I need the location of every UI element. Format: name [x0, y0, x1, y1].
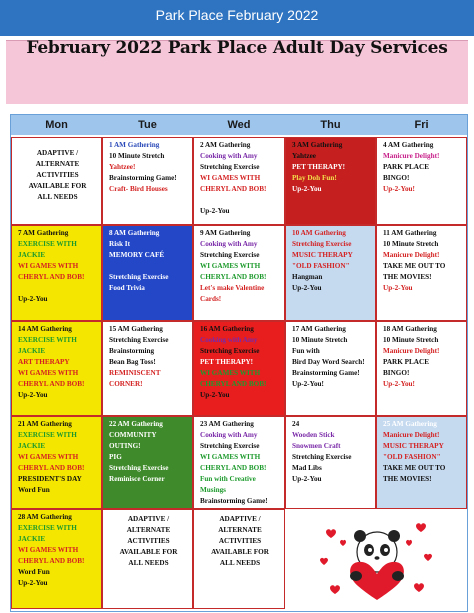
cell-activity-line: Food Trivia: [109, 284, 145, 292]
cell-activity-line: Yahtzee!: [109, 163, 136, 171]
day-header-fri: Fri: [376, 115, 467, 135]
panda-heart-illustration: [318, 520, 436, 610]
cell-activity-line: CHERYL AND BOB!: [18, 380, 85, 388]
cell-activity-line: Up-2-You: [292, 185, 322, 193]
cell-activity-line: MEMORY CAFÉ: [109, 251, 165, 259]
cell-activity-line: Up-2-You: [18, 391, 48, 399]
cell-activity-line: WI GAMES WITH: [18, 546, 79, 554]
cell-activity-line: WI GAMES WITH: [18, 369, 79, 377]
cell-activity-line: EXERCISE WITH: [18, 431, 77, 439]
cell-activity-line: EXERCISE WITH: [18, 524, 77, 532]
cell-activity-line: Cards!: [200, 295, 222, 303]
cell-activity-line: ART THERAPY: [18, 358, 70, 366]
cell-activity-line: Craft- Bird Houses: [109, 185, 168, 193]
cell-activity-line: COMMUNITY: [109, 431, 157, 439]
cell-activity-line: Up-2-You: [18, 295, 48, 303]
cell-activity-line: BINGO!: [383, 369, 410, 377]
calendar-day-cell: [11, 416, 102, 509]
day-header-tue: Tue: [102, 115, 193, 135]
cell-activity-line: Manicure Delight!: [383, 431, 440, 439]
cell-activity-line: JACKIE: [18, 535, 46, 543]
cell-activity-line: Stretching Exercise: [200, 347, 260, 355]
cell-activity-line: THE MOVIES!: [383, 475, 432, 483]
day-header-thu: Thu: [285, 115, 376, 135]
cell-activity-line: 24: [292, 420, 300, 428]
cell-activity-line: Manicure Delight!: [383, 251, 440, 259]
cell-activity-line: ALL NEEDS: [128, 559, 169, 567]
cell-activity-line: Up-2-You: [18, 579, 48, 587]
cell-activity-line: 25 AM Gathering: [383, 420, 437, 428]
cell-activity-line: Wooden Stick: [292, 431, 335, 439]
cell-activity-line: Musings: [200, 486, 226, 494]
cell-activity-line: Up-2-You!: [383, 185, 415, 193]
cell-activity-line: TAKE ME OUT TO: [383, 464, 446, 472]
calendar-day-cell: [193, 416, 285, 509]
calendar-day-cell: [285, 321, 376, 416]
cell-activity-line: Cooking with Amy: [200, 152, 258, 160]
cell-activity-line: Brainstorming Game!: [109, 174, 177, 182]
calendar-day-cell: [11, 321, 102, 416]
cell-activity-line: Up-2-You!: [383, 380, 415, 388]
cell-activity-line: CHERYL AND BOB!: [200, 380, 267, 388]
cell-activity-line: 21 AM Gathering: [18, 420, 72, 428]
cell-activity-line: 23 AM Gathering: [200, 420, 254, 428]
day-header-mon: Mon: [11, 115, 102, 135]
cell-activity-line: 7 AM Gathering: [18, 229, 69, 237]
cell-activity-line: Cooking with Amy: [200, 240, 258, 248]
cell-activity-line: WI GAMES WITH: [200, 453, 261, 461]
cell-activity-line: Up-2-You!: [292, 380, 324, 388]
cell-activity-line: Cooking with Amy: [200, 336, 258, 344]
cell-activity-line: EXERCISE WITH: [18, 336, 77, 344]
calendar-day-cell: [376, 137, 467, 225]
cell-activity-line: AVAILABLE FOR: [119, 548, 178, 556]
calendar-day-cell: [193, 225, 285, 321]
cell-activity-line: Brainstorming Game!: [292, 369, 360, 377]
cell-activity-line: MUSIC THERAPY: [292, 251, 353, 259]
cell-activity-line: 4 AM Gathering: [383, 141, 434, 149]
cell-activity-line: 3 AM Gathering: [292, 141, 343, 149]
day-header-wed: Wed: [193, 115, 285, 135]
cell-activity-line: ADAPTIVE /: [36, 149, 79, 157]
cell-activity-line: Manicure Delight!: [383, 347, 440, 355]
cell-activity-line: JACKIE: [18, 347, 46, 355]
cell-activity-line: "OLD FASHION": [383, 453, 441, 461]
cell-activity-line: 8 AM Gathering: [109, 229, 160, 237]
cell-activity-line: MUSIC THERAPY: [383, 442, 444, 450]
cell-activity-line: CHERYL AND BOB!: [18, 557, 85, 565]
cell-activity-line: ADAPTIVE /: [219, 515, 261, 523]
cell-activity-line: JACKIE: [18, 251, 46, 259]
calendar-day-cell: [376, 225, 467, 321]
cell-activity-line: "OLD FASHION": [292, 262, 350, 270]
cell-activity-line: TAKE ME OUT TO: [383, 262, 446, 270]
cell-activity-line: 15 AM Gathering: [109, 325, 163, 333]
cell-activity-line: [200, 195, 280, 206]
cell-activity-line: Reminisce Corner: [109, 475, 165, 483]
cell-activity-line: CHERYL AND BOB!: [18, 464, 85, 472]
cell-activity-line: 10 Minute Stretch: [109, 152, 165, 160]
cell-activity-line: CHERYL AND BOB!: [200, 464, 267, 472]
cell-activity-line: WI GAMES WITH: [200, 262, 261, 270]
page-title: Park Place February 2022: [155, 7, 319, 23]
cell-activity-line: CHERYL AND BOB!: [200, 185, 267, 193]
cell-activity-line: CHERYL AND BOB!: [200, 273, 267, 281]
cell-activity-line: 10 Minute Stretch: [383, 240, 439, 248]
cell-activity-line: Stretching Exercise: [200, 251, 260, 259]
calendar-day-cell: [102, 509, 193, 609]
cell-activity-line: Cooking with Amy: [200, 431, 258, 439]
calendar-day-cell: [285, 137, 376, 225]
cell-activity-line: ALTERNATE: [35, 160, 80, 168]
cell-activity-line: Bean Bag Toss!: [109, 358, 156, 366]
calendar-day-cell: [102, 225, 193, 321]
cell-activity-line: PET THERAPY!: [200, 358, 254, 366]
calendar-day-cell: [102, 137, 193, 225]
cell-activity-line: PRESIDENT'S DAY: [18, 475, 82, 483]
cell-activity-line: PARK PLACE: [383, 163, 429, 171]
cell-activity-line: Yahtzee: [292, 152, 316, 160]
cell-activity-line: 10 Minute Stretch: [383, 336, 439, 344]
cell-activity-line: 10 AM Gathering: [292, 229, 346, 237]
calendar-title: February 2022 Park Place Adult Day Services: [26, 38, 448, 58]
cell-activity-line: CHERYL AND BOB!: [18, 273, 85, 281]
calendar-day-cell: [102, 416, 193, 509]
calendar-day-cell: [376, 321, 467, 416]
cell-activity-line: WI GAMES WITH: [200, 369, 261, 377]
cell-activity-line: Let's make Valentine: [200, 284, 265, 292]
cell-activity-line: 2 AM Gathering: [200, 141, 251, 149]
calendar-day-cell: [193, 509, 285, 609]
cell-activity-line: JACKIE: [18, 442, 46, 450]
cell-activity-line: PIG: [109, 453, 122, 461]
cell-activity-line: AVAILABLE FOR: [211, 548, 269, 556]
cell-activity-line: [109, 261, 188, 272]
calendar-day-cell: [11, 225, 102, 321]
cell-activity-line: Hangman: [292, 273, 323, 281]
cell-activity-line: 18 AM Gathering: [383, 325, 437, 333]
cell-activity-line: EXERCISE WITH: [18, 240, 77, 248]
cell-activity-line: Mad Libs: [292, 464, 322, 472]
cell-activity-line: 22 AM Gathering: [109, 420, 163, 428]
cell-activity-line: Risk It: [109, 240, 130, 248]
cell-activity-line: ALL NEEDS: [219, 559, 261, 567]
cell-activity-line: 11 AM Gathering: [383, 229, 437, 237]
cell-activity-line: Stretching Exercise: [109, 336, 169, 344]
cell-activity-line: Word Fun: [18, 486, 50, 494]
cell-activity-line: 1 AM Gathering: [109, 141, 160, 149]
cell-activity-line: Up-2-You: [292, 284, 322, 292]
cell-activity-line: Play Doh Fun!: [292, 174, 337, 182]
cell-activity-line: 9 AM Gathering: [200, 229, 251, 237]
cell-activity-line: Up-2-You: [200, 207, 230, 215]
cell-activity-line: Brainstorming: [109, 347, 155, 355]
top-title-bar: [0, 0, 474, 36]
cell-activity-line: REMINISCENT: [109, 369, 161, 377]
cell-activity-line: Stretching Exercise: [109, 464, 169, 472]
calendar-day-cell: [11, 509, 102, 609]
cell-activity-line: Snowmen Craft: [292, 442, 341, 450]
cell-activity-line: WI GAMES WITH: [200, 174, 261, 182]
cell-activity-line: Fun with: [292, 347, 320, 355]
cell-activity-line: Manicure Delight!: [383, 152, 440, 160]
cell-activity-line: ACTIVITIES: [36, 171, 79, 179]
calendar-day-cell: [193, 137, 285, 225]
calendar-day-cell: [285, 225, 376, 321]
calendar-day-cell: [285, 416, 376, 509]
cell-activity-line: OUTING!: [109, 442, 141, 450]
cell-activity-line: ALTERNATE: [218, 526, 262, 534]
cell-activity-line: Stretching Exercise: [292, 240, 352, 248]
cell-activity-line: ALL NEEDS: [37, 193, 78, 201]
cell-activity-line: Stretching Exercise: [200, 163, 260, 171]
cell-activity-line: 28 AM Gathering: [18, 513, 72, 521]
calendar-day-cell: [376, 416, 467, 509]
cell-activity-line: 14 AM Gathering: [18, 325, 72, 333]
cell-activity-line: Stretching Exercise: [200, 442, 260, 450]
cell-activity-line: PARK PLACE: [383, 358, 429, 366]
cell-activity-line: THE MOVIES!: [383, 273, 432, 281]
cell-activity-line: AVAILABLE FOR: [28, 182, 87, 190]
cell-activity-line: Stretching Exercise: [292, 453, 352, 461]
cell-activity-line: ADAPTIVE /: [127, 515, 170, 523]
cell-activity-line: [18, 283, 97, 294]
cell-activity-line: Brainstorming Game!: [200, 497, 268, 505]
calendar-day-cell: [11, 137, 102, 225]
cell-activity-line: Up-2-You: [200, 391, 230, 399]
cell-activity-line: ALTERNATE: [126, 526, 171, 534]
cell-activity-line: CORNER!: [109, 380, 143, 388]
cell-activity-line: 10 Minute Stretch: [292, 336, 348, 344]
cell-activity-line: Up-2-You: [383, 284, 413, 292]
cell-activity-line: WI GAMES WITH: [18, 262, 79, 270]
cell-activity-line: Up-2-You: [292, 475, 322, 483]
cell-activity-line: Bird Day Word Search!: [292, 358, 365, 366]
cell-activity-line: Fun with Creative: [200, 475, 256, 483]
cell-activity-line: Stretching Exercise: [109, 273, 169, 281]
calendar-day-cell: [102, 321, 193, 416]
calendar-day-cell: [193, 321, 285, 416]
cell-activity-line: 17 AM Gathering: [292, 325, 346, 333]
cell-activity-line: 16 AM Gathering: [200, 325, 254, 333]
cell-activity-line: ACTIVITIES: [127, 537, 170, 545]
cell-activity-line: Word Fun: [18, 568, 50, 576]
cell-activity-line: ACTIVITIES: [218, 537, 262, 545]
cell-activity-line: WI GAMES WITH: [18, 453, 79, 461]
cell-activity-line: PET THERAPY!: [292, 163, 346, 171]
cell-activity-line: BINGO!: [383, 174, 410, 182]
